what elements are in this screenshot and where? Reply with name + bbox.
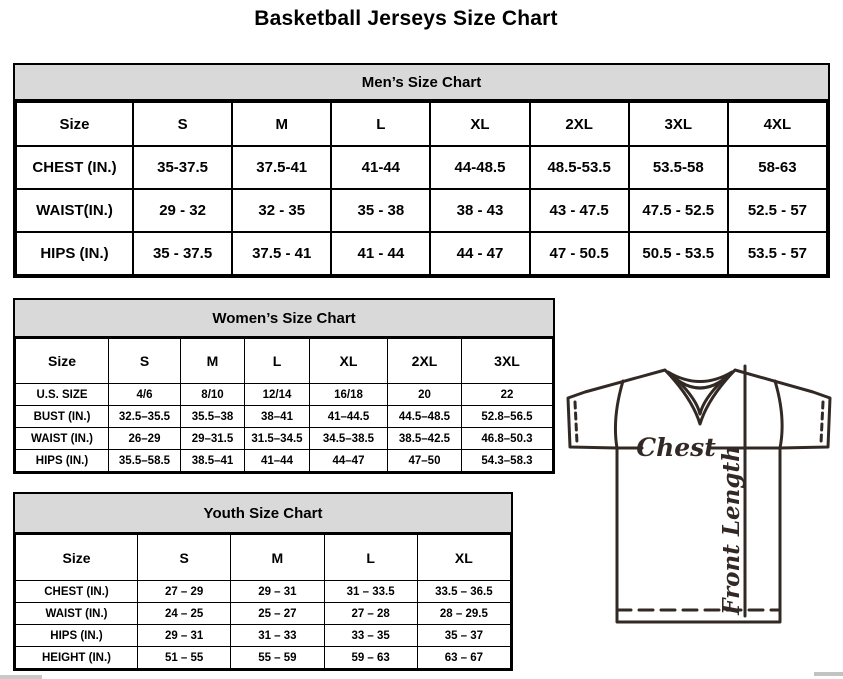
womens-header-row [16, 339, 553, 384]
table-cell: 12/14 [245, 384, 310, 406]
scrollbar-fragment-left [0, 675, 42, 679]
column-header: 2XL [388, 339, 462, 384]
table-cell: 53.5 - 57 [728, 232, 827, 275]
row-label: WAIST(IN.) [16, 189, 133, 232]
table-cell: 27 – 29 [138, 581, 231, 603]
youth-header-row [16, 535, 511, 581]
table-cell: 29 – 31 [231, 581, 324, 603]
table-row [16, 146, 827, 189]
table-cell: 35.5–58.5 [109, 450, 181, 472]
row-label: HEIGHT (IN.) [16, 647, 138, 669]
row-label: U.S. SIZE [16, 384, 109, 406]
table-cell: 44 - 47 [430, 232, 529, 275]
mens-size-chart [13, 63, 830, 278]
table-row [16, 450, 553, 472]
jersey-cuff-dash-left [575, 402, 577, 443]
row-label: CHEST (IN.) [16, 581, 138, 603]
table-row [16, 428, 553, 450]
table-cell: 38 - 43 [430, 189, 529, 232]
column-header: Size [16, 339, 109, 384]
row-label: HIPS (IN.) [16, 232, 133, 275]
table-cell: 52.5 - 57 [728, 189, 827, 232]
table-cell: 27 – 28 [324, 603, 417, 625]
table-cell: 47–50 [388, 450, 462, 472]
table-cell: 29 – 31 [138, 625, 231, 647]
scrollbar-fragment-right [814, 672, 843, 676]
table-cell: 63 – 67 [417, 647, 510, 669]
table-cell: 44.5–48.5 [388, 406, 462, 428]
jersey-cuff-dash-right [821, 402, 823, 443]
jersey-measurement-diagram-icon [556, 358, 842, 630]
table-row [16, 581, 511, 603]
column-header: M [181, 339, 245, 384]
youth-table [15, 534, 511, 669]
table-cell: 35 – 37 [417, 625, 510, 647]
table-cell: 44-48.5 [430, 146, 529, 189]
table-cell: 35 - 37.5 [133, 232, 232, 275]
table-cell: 52.8–56.5 [462, 406, 553, 428]
table-cell: 44–47 [310, 450, 388, 472]
table-cell: 38.5–42.5 [388, 428, 462, 450]
table-cell: 55 – 59 [231, 647, 324, 669]
page-title: Basketball Jerseys Size Chart [254, 7, 558, 30]
table-cell: 47 - 50.5 [530, 232, 629, 275]
column-header: 3XL [462, 339, 553, 384]
chest-label: Chest [636, 433, 716, 462]
jersey-armhole-left [615, 381, 623, 448]
table-row [16, 647, 511, 669]
row-label: WAIST (IN.) [16, 428, 109, 450]
column-header: XL [310, 339, 388, 384]
table-row [16, 384, 553, 406]
table-cell: 37.5-41 [232, 146, 331, 189]
table-cell: 16/18 [310, 384, 388, 406]
front-length-label: Front Length [718, 445, 745, 615]
table-cell: 50.5 - 53.5 [629, 232, 728, 275]
table-cell: 25 – 27 [231, 603, 324, 625]
column-header: Size [16, 102, 133, 146]
womens-size-chart [13, 298, 555, 474]
table-cell: 48.5-53.5 [530, 146, 629, 189]
row-label: HIPS (IN.) [16, 450, 109, 472]
table-cell: 53.5-58 [629, 146, 728, 189]
column-header: Size [16, 535, 138, 581]
column-header: 3XL [629, 102, 728, 146]
table-cell: 38–41 [245, 406, 310, 428]
table-cell: 58-63 [728, 146, 827, 189]
column-header: 2XL [530, 102, 629, 146]
table-cell: 28 – 29.5 [417, 603, 510, 625]
table-cell: 33 – 35 [324, 625, 417, 647]
table-cell: 41–44 [245, 450, 310, 472]
table-cell: 24 – 25 [138, 603, 231, 625]
table-cell: 32 - 35 [232, 189, 331, 232]
table-cell: 47.5 - 52.5 [629, 189, 728, 232]
table-cell: 34.5–38.5 [310, 428, 388, 450]
column-header: S [138, 535, 231, 581]
table-row [16, 189, 827, 232]
table-cell: 59 – 63 [324, 647, 417, 669]
table-row [16, 406, 553, 428]
row-label: HIPS (IN.) [16, 625, 138, 647]
column-header: 4XL [728, 102, 827, 146]
table-cell: 29 - 32 [133, 189, 232, 232]
table-row [16, 232, 827, 275]
table-cell: 8/10 [181, 384, 245, 406]
table-cell: 54.3–58.3 [462, 450, 553, 472]
womens-table [15, 338, 553, 472]
column-header: L [331, 102, 430, 146]
column-header: M [231, 535, 324, 581]
row-label: BUST (IN.) [16, 406, 109, 428]
table-cell: 41-44 [331, 146, 430, 189]
table-cell: 29–31.5 [181, 428, 245, 450]
table-cell: 26–29 [109, 428, 181, 450]
table-cell: 22 [462, 384, 553, 406]
row-label: WAIST (IN.) [16, 603, 138, 625]
mens-header-row [16, 102, 827, 146]
column-header: S [109, 339, 181, 384]
column-header: L [324, 535, 417, 581]
column-header: S [133, 102, 232, 146]
womens-chart-title: Women’s Size Chart [15, 300, 553, 338]
table-cell: 32.5–35.5 [109, 406, 181, 428]
table-cell: 38.5–41 [181, 450, 245, 472]
table-cell: 46.8–50.3 [462, 428, 553, 450]
column-header: XL [430, 102, 529, 146]
column-header: M [232, 102, 331, 146]
table-cell: 4/6 [109, 384, 181, 406]
column-header: L [245, 339, 310, 384]
table-row [16, 625, 511, 647]
jersey-armhole-right [775, 381, 782, 448]
table-cell: 43 - 47.5 [530, 189, 629, 232]
table-cell: 35-37.5 [133, 146, 232, 189]
table-row [16, 603, 511, 625]
table-cell: 51 – 55 [138, 647, 231, 669]
table-cell: 35.5–38 [181, 406, 245, 428]
youth-chart-title: Youth Size Chart [15, 494, 511, 534]
table-cell: 33.5 – 36.5 [417, 581, 510, 603]
mens-chart-title: Men’s Size Chart [15, 65, 828, 101]
table-cell: 37.5 - 41 [232, 232, 331, 275]
table-cell: 31 – 33.5 [324, 581, 417, 603]
table-cell: 31.5–34.5 [245, 428, 310, 450]
table-cell: 41–44.5 [310, 406, 388, 428]
table-cell: 31 – 33 [231, 625, 324, 647]
table-cell: 20 [388, 384, 462, 406]
row-label: CHEST (IN.) [16, 146, 133, 189]
mens-table [15, 101, 828, 276]
table-cell: 41 - 44 [331, 232, 430, 275]
table-cell: 35 - 38 [331, 189, 430, 232]
youth-size-chart [13, 492, 513, 671]
column-header: XL [417, 535, 510, 581]
